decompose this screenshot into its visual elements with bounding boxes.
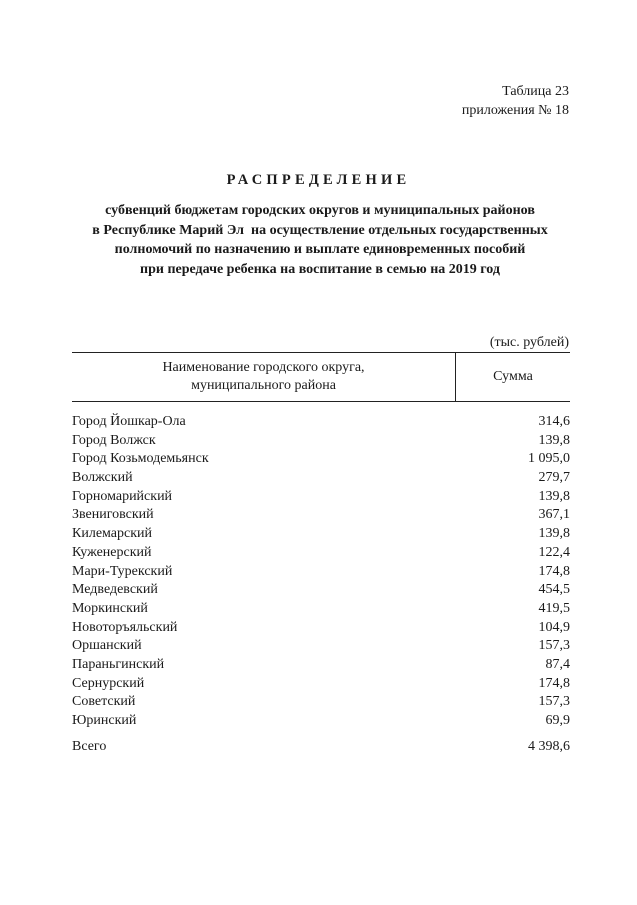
row-value: 157,3	[538, 694, 570, 710]
subtitle-line: в Республике Марий Эл на осуществление отдельных государственных	[92, 222, 548, 238]
table-row	[72, 488, 570, 507]
row-value: 157,3	[538, 638, 570, 654]
table-body	[72, 413, 570, 756]
total-row	[72, 738, 570, 757]
row-value: 87,4	[545, 656, 570, 672]
table-row	[72, 675, 570, 694]
row-name: Новоторъяльский	[72, 619, 178, 635]
row-value: 419,5	[538, 600, 570, 616]
row-value: 1 095,0	[528, 451, 570, 467]
row-value: 279,7	[538, 470, 570, 486]
table-row	[72, 712, 570, 731]
row-value: 104,9	[538, 619, 570, 635]
row-name: Оршанский	[72, 638, 142, 654]
table-row	[72, 619, 570, 638]
appendix-number: приложения № 18	[461, 103, 569, 118]
distribution-table	[72, 352, 570, 756]
row-name: Медведевский	[72, 582, 158, 598]
row-name: Горномарийский	[72, 488, 173, 504]
row-name: Моркинский	[72, 600, 148, 616]
table-row	[72, 450, 570, 469]
row-value: 454,5	[538, 582, 570, 598]
row-name: Город Волжск	[72, 432, 156, 448]
table-row	[72, 656, 570, 675]
table-header	[72, 352, 570, 402]
table-row	[72, 506, 570, 525]
table-row	[72, 413, 570, 432]
table-row	[72, 581, 570, 600]
row-name: Город Козьмодемьянск	[72, 451, 209, 467]
table-row	[72, 600, 570, 619]
row-name: Мари-Турекский	[72, 563, 173, 579]
document-title: РАСПРЕДЕЛЕНИЕ	[226, 172, 411, 188]
table-row	[72, 525, 570, 544]
row-value: 139,8	[538, 432, 570, 448]
row-value: 122,4	[538, 544, 570, 560]
column-header-sum: Сумма	[493, 369, 533, 384]
table-row	[72, 432, 570, 451]
row-value: 69,9	[545, 713, 570, 728]
table-row	[72, 693, 570, 712]
table-reference	[462, 82, 569, 120]
row-name: Советский	[72, 694, 136, 710]
total-value: 4 398,6	[528, 738, 570, 754]
row-value: 139,8	[538, 488, 570, 504]
row-name: Звениговский	[72, 507, 154, 523]
document-subtitle	[60, 201, 580, 279]
table-number: Таблица 23	[502, 84, 569, 99]
row-name: Килемарский	[72, 526, 153, 542]
row-value: 314,6	[538, 414, 570, 429]
row-value: 174,8	[538, 675, 570, 691]
row-name: Параньгинский	[72, 656, 165, 672]
row-name: Волжский	[72, 470, 133, 486]
table-row	[72, 469, 570, 488]
row-value: 174,8	[538, 563, 570, 579]
column-header-name: Наименование городского округа, муниципального района	[72, 353, 456, 401]
row-name: Сернурский	[72, 675, 145, 691]
row-value: 139,8	[538, 526, 570, 542]
row-name: Юринский	[72, 713, 137, 728]
total-label: Всего	[72, 738, 107, 754]
row-name: Куженерский	[72, 544, 152, 560]
row-value: 367,1	[538, 507, 570, 523]
subtitle-line: при передаче ребенка на воспитание в семью на 2019 год	[140, 261, 500, 277]
table-row	[72, 544, 570, 563]
row-name: Город Йошкар-Ола	[72, 414, 186, 429]
subtitle-line: полномочий по назначению и выплате единовременных пособий	[114, 242, 526, 257]
units-note: (тыс. рублей)	[489, 335, 569, 350]
table-row	[72, 563, 570, 582]
subtitle-line: субвенций бюджетам городских округов и муниципальных районов	[105, 203, 535, 218]
table-row	[72, 637, 570, 656]
